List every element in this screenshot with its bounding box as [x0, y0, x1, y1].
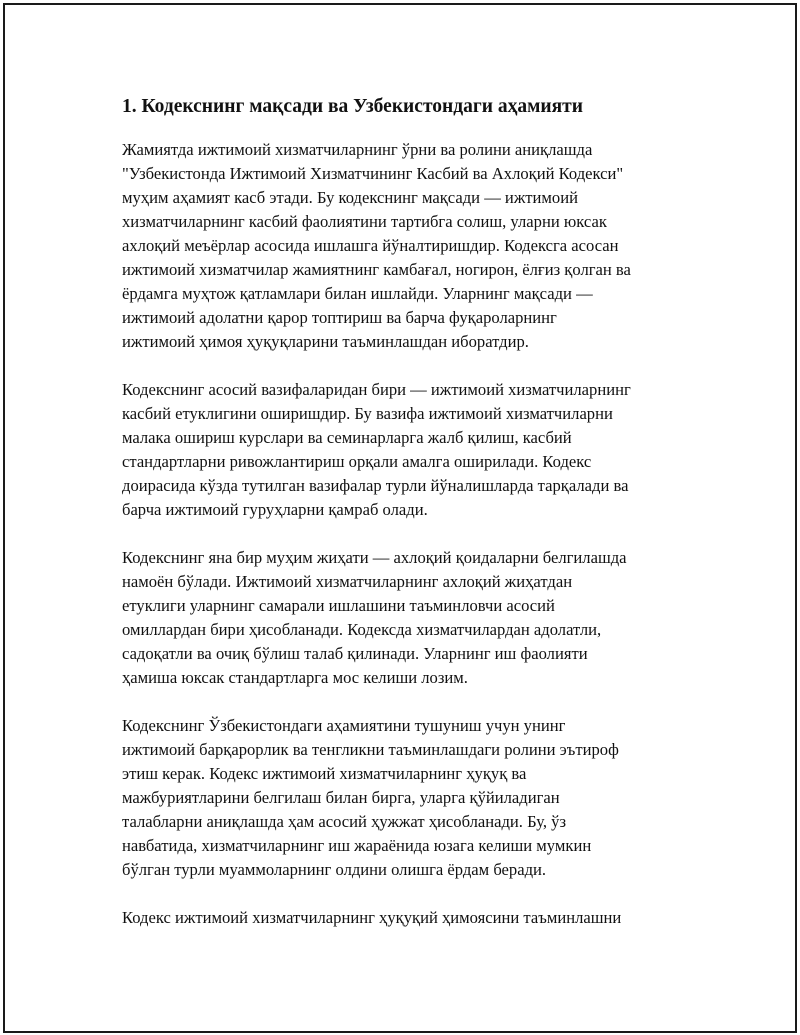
- body-paragraph: [122, 546, 712, 690]
- paragraph-line: ёрдамга муҳтож қатламлари билан ишлайди. Уларнинг мақсади —: [122, 284, 593, 303]
- paragraph-line: малака ошириш курслари ва семинарларга жалб қилиш, касбий: [122, 428, 572, 447]
- paragraph-line: мажбуриятларини белгилаш билан бирга, уларга қўйиладиган: [122, 788, 560, 807]
- body-paragraph: [122, 906, 712, 930]
- body-paragraph: [122, 138, 712, 354]
- paragraph-line: омиллардан бири ҳисобланади. Кодексда хизматчилардан адолатли,: [122, 620, 602, 639]
- paragraph-line: Кодекснинг яна бир муҳим жиҳати — ахлоқий қоидаларни белгилашда: [122, 548, 627, 567]
- body-paragraph: [122, 378, 712, 522]
- body-paragraph: [122, 714, 712, 882]
- paragraph-line: бўлган турли муаммоларнинг олдини олишга ёрдам беради.: [122, 860, 547, 879]
- paragraph-line: ахлоқий меъёрлар асосида ишлашга йўналтиришдир. Кодексга асосан: [122, 236, 619, 255]
- paragraph-list: [122, 138, 712, 930]
- paragraph-line: барча ижтимоий гуруҳларни қамраб олади.: [122, 500, 428, 519]
- paragraph-line: Кодекснинг асосий вазифаларидан бири — ижтимоий хизматчиларнинг: [122, 380, 631, 399]
- paragraph-line: ижтимоий хизматчилар жамиятнинг камбағал, ногирон, ёлғиз қолган ва: [122, 260, 631, 279]
- paragraph-line: намоён бўлади. Ижтимоий хизматчиларнинг ахлоқий жиҳатдан: [122, 572, 573, 591]
- document-page: [3, 3, 797, 1033]
- paragraph-line: муҳим аҳамият касб этади. Бу кодекснинг мақсади — ижтимоий: [122, 188, 578, 207]
- document-content: [122, 95, 712, 954]
- paragraph-line: ижтимоий ҳимоя ҳуқуқларини таъминлашдан иборатдир.: [122, 332, 529, 351]
- section-heading: 1. Кодекснинг мақсади ва Узбекистондаги аҳамияти: [122, 96, 583, 117]
- paragraph-line: Кодекс ижтимоий хизматчиларнинг ҳуқуқий ҳимоясини таъминлашни: [122, 908, 622, 927]
- paragraph-line: "Узбекистонда Ижтимоий Хизматчининг Касбий ва Ахлоқий Кодекси": [122, 164, 624, 183]
- paragraph-line: ҳамиша юксак стандартларга мос келиши лозим.: [122, 668, 468, 687]
- paragraph-line: садоқатли ва очиқ бўлиш талаб қилинади. Уларнинг иш фаолияти: [122, 644, 588, 663]
- paragraph-line: ижтимоий барқарорлик ва тенгликни таъминлашдаги ролини эътироф: [122, 740, 619, 759]
- paragraph-line: стандартларни ривожлантириш орқали амалга оширилади. Кодекс: [122, 452, 592, 471]
- paragraph-line: етуклиги уларнинг самарали ишлашини таъминловчи асосий: [122, 596, 555, 615]
- paragraph-line: этиш керак. Кодекс ижтимоий хизматчиларнинг ҳуқуқ ва: [122, 764, 527, 783]
- paragraph-line: навбатида, хизматчиларнинг иш жараёнида юзага келиши мумкин: [122, 836, 592, 855]
- paragraph-line: Жамиятда ижтимоий хизматчиларнинг ўрни ва ролини аниқлашда: [122, 140, 593, 159]
- paragraph-line: талабларни аниқлашда ҳам асосий ҳужжат ҳисобланади. Бу, ўз: [122, 812, 567, 831]
- paragraph-line: хизматчиларнинг касбий фаолиятини тартибга солиш, уларни юксак: [122, 212, 607, 231]
- paragraph-line: ижтимоий адолатни қарор топтириш ва барча фуқароларнинг: [122, 308, 557, 327]
- paragraph-line: касбий етуклигини оширишдир. Бу вазифа ижтимоий хизматчиларни: [122, 404, 613, 423]
- paragraph-line: Кодекснинг Ўзбекистондаги аҳамиятини тушуниш учун унинг: [122, 716, 566, 735]
- paragraph-line: доирасида кўзда тутилган вазифалар турли йўналишларда тарқалади ва: [122, 476, 629, 495]
